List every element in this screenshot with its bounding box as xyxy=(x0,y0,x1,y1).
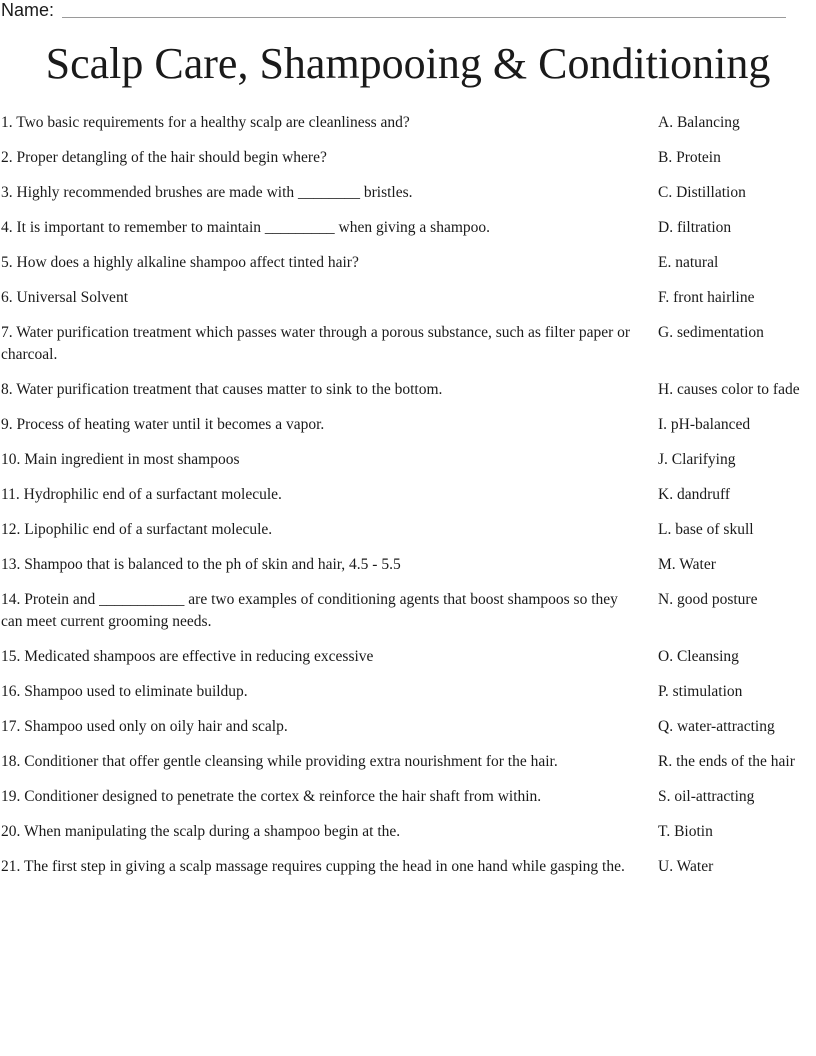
question-row xyxy=(0,112,816,134)
question-row xyxy=(0,252,816,274)
question-text: 10. Main ingredient in most shampoos xyxy=(1,451,240,468)
answer-option: E. natural xyxy=(658,254,719,271)
question-text: 21. The first step in giving a scalp massage requires cupping the head in one hand while gasping the. xyxy=(1,858,625,875)
question-text: 2. Proper detangling of the hair should begin where? xyxy=(1,149,327,166)
question-row xyxy=(0,681,816,703)
question-row xyxy=(0,182,816,204)
answer-option: J. Clarifying xyxy=(658,451,736,468)
question-text: 15. Medicated shampoos are effective in reducing excessive xyxy=(1,648,374,665)
answer-option: L. base of skull xyxy=(658,521,754,538)
name-row xyxy=(0,0,790,22)
answer-option: K. dandruff xyxy=(658,486,731,503)
name-label: Name: xyxy=(1,0,55,20)
answer-option: M. Water xyxy=(658,556,716,573)
question-list xyxy=(0,112,816,891)
question-row xyxy=(0,449,816,471)
question-text: 9. Process of heating water until it becomes a vapor. xyxy=(1,416,325,433)
question-text: 20. When manipulating the scalp during a shampoo begin at the. xyxy=(1,823,401,840)
answer-option: I. pH-balanced xyxy=(658,416,751,433)
answer-option: N. good posture xyxy=(658,591,758,608)
question-row xyxy=(0,519,816,541)
page-title: Scalp Care, Shampooing & Conditioning xyxy=(45,39,771,88)
answer-option: P. stimulation xyxy=(658,683,743,700)
question-row xyxy=(0,751,816,773)
question-row xyxy=(0,856,816,878)
question-text: 12. Lipophilic end of a surfactant molecule. xyxy=(1,521,273,538)
answer-option: R. the ends of the hair xyxy=(658,753,795,770)
question-row xyxy=(0,217,816,239)
answer-option: Q. water-attracting xyxy=(658,718,775,735)
answer-option: C. Distillation xyxy=(658,184,746,201)
question-text: 11. Hydrophilic end of a surfactant molecule. xyxy=(1,486,282,503)
answer-option: H. causes color to fade xyxy=(658,381,800,398)
answer-option: F. front hairline xyxy=(658,289,755,306)
question-row xyxy=(0,821,816,843)
question-text: 17. Shampoo used only on oily hair and scalp. xyxy=(1,718,288,735)
answer-option: U. Water xyxy=(658,858,714,875)
question-row xyxy=(0,484,816,506)
question-row xyxy=(0,786,816,808)
question-row xyxy=(0,379,816,401)
question-text: 6. Universal Solvent xyxy=(1,289,128,306)
answer-option: S. oil-attracting xyxy=(658,788,755,805)
answer-option: B. Protein xyxy=(658,149,721,166)
question-row xyxy=(0,322,816,366)
question-row xyxy=(0,414,816,436)
question-row xyxy=(0,589,816,633)
question-row xyxy=(0,646,816,668)
question-text: 13. Shampoo that is balanced to the ph of skin and hair, 4.5 - 5.5 xyxy=(1,556,401,573)
question-text: 5. How does a highly alkaline shampoo affect tinted hair? xyxy=(1,254,359,271)
answer-option: O. Cleansing xyxy=(658,648,739,665)
question-text: 1. Two basic requirements for a healthy scalp are cleanliness and? xyxy=(1,114,410,131)
answer-option: D. filtration xyxy=(658,219,732,236)
question-text: 7. Water purification treatment which passes water through a porous substance, such as filter paper or charcoal. xyxy=(1,324,631,363)
question-text: 14. Protein and ___________ are two examples of conditioning agents that boost shampoos so they can meet current grooming needs. xyxy=(1,591,618,630)
question-text: 3. Highly recommended brushes are made with ________ bristles. xyxy=(1,184,413,201)
question-row xyxy=(0,287,816,309)
question-text: 4. It is important to remember to maintain _________ when giving a shampoo. xyxy=(1,219,491,236)
question-text: 8. Water purification treatment that causes matter to sink to the bottom. xyxy=(1,381,443,398)
question-row xyxy=(0,716,816,738)
question-row xyxy=(0,147,816,169)
answer-option: T. Biotin xyxy=(658,823,713,840)
answer-option: G. sedimentation xyxy=(658,324,764,341)
question-text: 18. Conditioner that offer gentle cleansing while providing extra nourishment for the hair. xyxy=(1,753,558,770)
name-blank-line xyxy=(62,17,786,18)
question-row xyxy=(0,554,816,576)
question-text: 19. Conditioner designed to penetrate the cortex & reinforce the hair shaft from within. xyxy=(1,788,542,805)
answer-option: A. Balancing xyxy=(658,114,740,131)
question-text: 16. Shampoo used to eliminate buildup. xyxy=(1,683,248,700)
